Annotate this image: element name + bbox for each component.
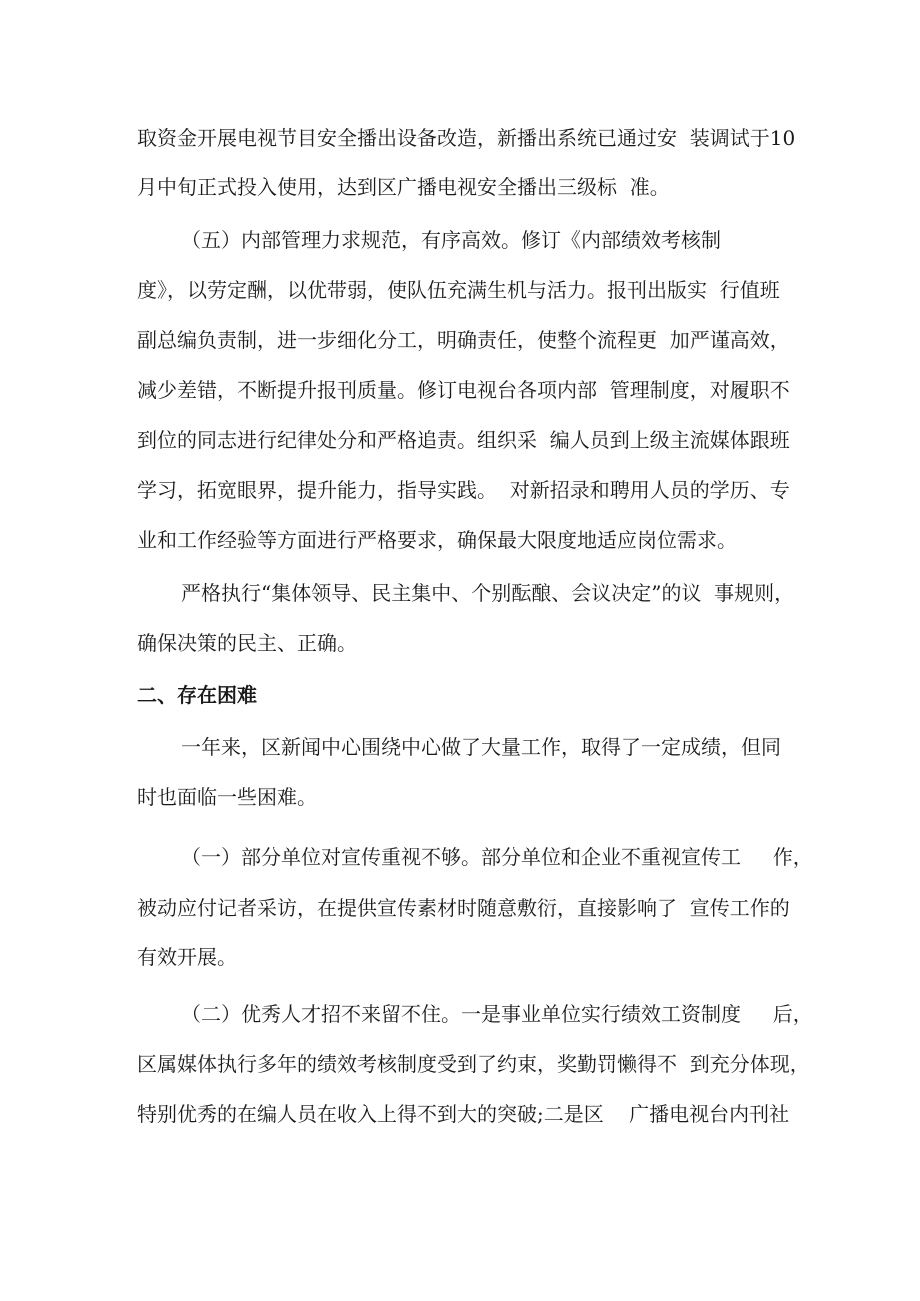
text-line: 特别优秀的在编人员在收入上得不到大的突破;二是区 广播电视台内刊社 <box>137 1102 790 1126</box>
text-line: 被动应付记者采访，在提供宣传素材时随意敷衍，直接影响了 宣传工作的 <box>137 896 790 920</box>
text-line: 到位的同志进行纪律处分和严格追责。组织采 编人员到上级主流媒体跟班 <box>137 428 790 452</box>
text-line: （一）部分单位对宣传重视不够。部分单位和企业不重视宣传工 作， <box>181 845 813 869</box>
text-line: 学习，拓宽眼界，提升能力，指导实践。 对新招录和聘用人员的学历、专 <box>137 478 790 502</box>
text-line: （二）优秀人才招不来留不住。一是事业单位实行绩效工资制度 后， <box>181 1002 813 1026</box>
text-line: 确保决策的民主、正确。 <box>137 631 357 655</box>
text-line: 度》，以劳定酬，以优带弱，使队伍充满生机与活力。报刊出版实 行值班 <box>137 278 780 302</box>
text-line: 减少差错，不断提升报刊质量。修订电视台各项内部 管理制度，对履职不 <box>137 378 790 402</box>
text-line: 区属媒体执行多年的绩效考核制度受到了约束，奖勤罚懒得不 到充分体现， <box>137 1052 810 1076</box>
text-line: 月中旬正式投入使用，达到区广播电视安全播出三级标 准。 <box>137 175 670 199</box>
text-line: 有效开展。 <box>137 945 237 969</box>
text-line: 严格执行“集体领导、民主集中、个别酝酿、会议决定”的议 事规则， <box>181 581 795 605</box>
text-line: 业和工作经验等方面进行严格要求，确保最大限度地适应岗位需求。 <box>137 528 737 552</box>
text-line: 副总编负责制，进一步细化分工，明确责任，使整个流程更 加严谨高效， <box>137 328 790 352</box>
text-line: 时也面临一些困难。 <box>137 785 317 809</box>
section-heading: 二、存在困难 <box>137 683 257 707</box>
text-line: 一年来，区新闻中心围绕中心做了大量工作，取得了一定成绩，但同 <box>181 735 781 759</box>
text-line: （五）内部管理力求规范，有序高效。修订《内部绩效考核制 <box>181 228 721 252</box>
text-line: 取资金开展电视节目安全播出设备改造，新播出系统已通过安 装调试于10 <box>137 126 796 150</box>
